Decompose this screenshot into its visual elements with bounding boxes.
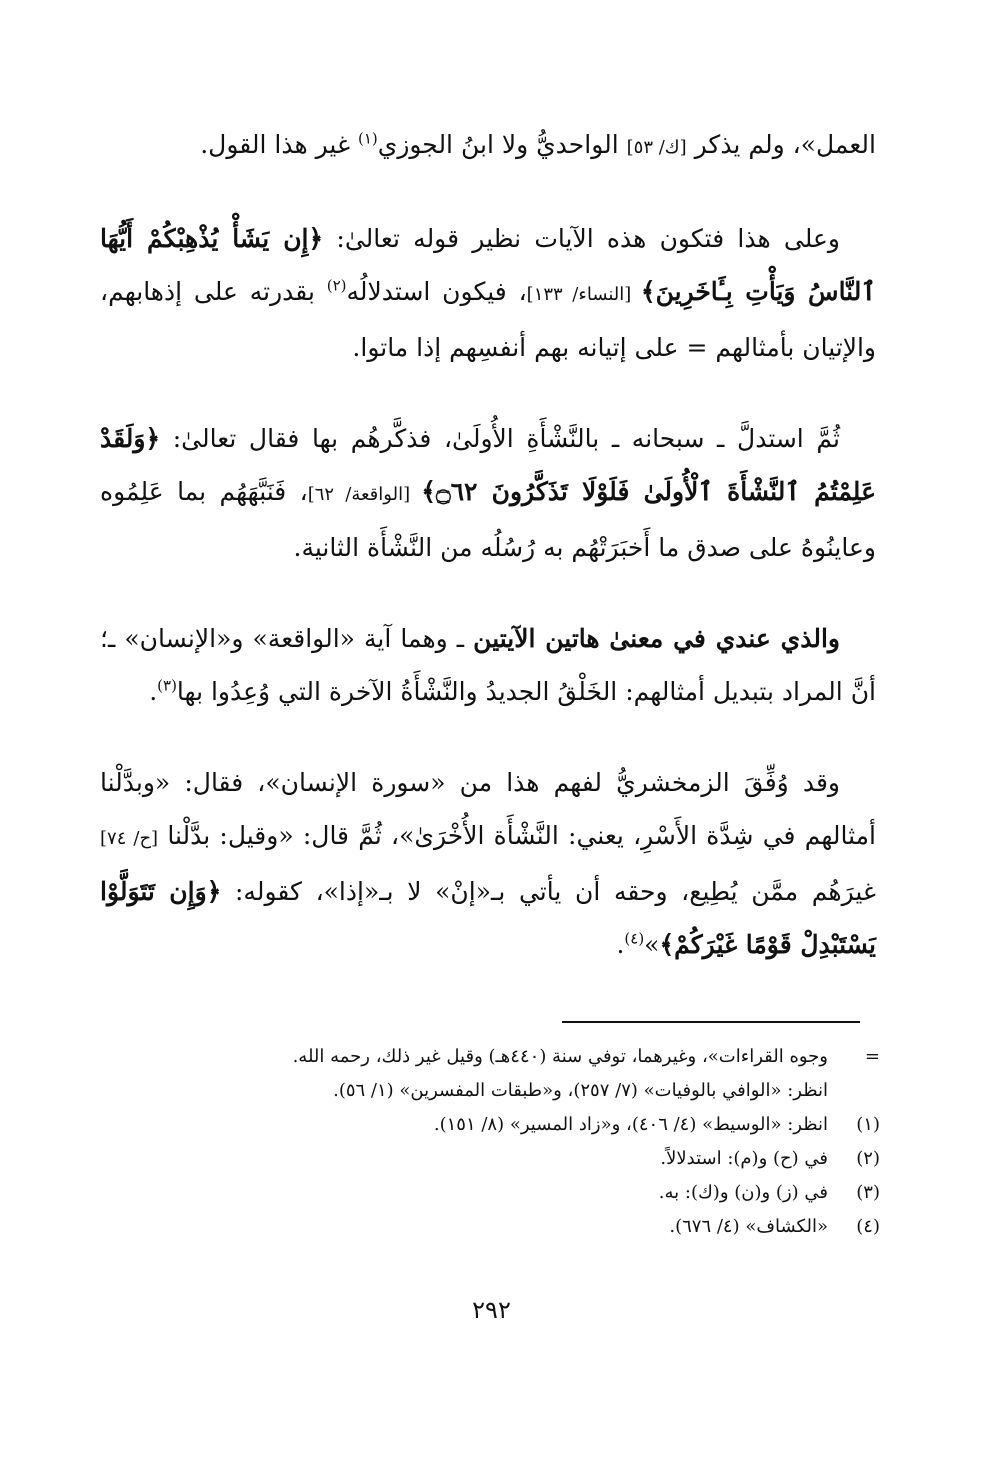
paragraph-2 xyxy=(100,212,876,374)
footnote-marker: (٤) xyxy=(624,929,645,948)
footnote-marker: (٣) xyxy=(157,676,177,695)
verse-reference: [النساء/ ١٣٣] xyxy=(526,284,641,305)
footnote-continuation xyxy=(110,1074,880,1108)
text-run: بقدرته على إذهابهم، والإتيان بأمثالهم = على إتيانه بهم أنفسِهم إذا ماتوا. xyxy=(100,277,876,362)
footnote-separator xyxy=(562,1021,860,1023)
footnote-text: في (ح) و(م): استدلالاً. xyxy=(660,1148,828,1169)
text-run: ـ وهما آية «الواقعة» و«الإنسان» ـ؛ أنَّ المراد بتبديل أمثالهم: الخَلْقُ الجديدُ والنَّشْأَةُ الآخرة التي وُعِدُوا بها xyxy=(100,624,876,706)
text-run: ، فيكون استدلالُه xyxy=(346,277,527,306)
text-run: الواحديُّ ولا ابنُ الجوزي xyxy=(377,130,627,159)
text-run: ، فَنَبَّهَهُم بما عَلِمُوه وعاينُوهُ على صدق ما أَخبَرَتْهُم به رُسُلُه من النَّشْأَة الثانية. xyxy=(100,477,876,562)
paragraph-5 xyxy=(100,756,876,971)
footnote-marker: (٢) xyxy=(326,276,347,295)
manuscript-reference: [ك/ ٥٣] xyxy=(626,137,687,158)
text-run: العمل»، ولم يذكر xyxy=(686,130,876,159)
text-run: ثُمَّ استدلَّ ـ سبحانه ـ بالنَّشْأَةِ الأُولَىٰ، فذكَّرهُم بها فقال تعالىٰ: xyxy=(160,424,840,453)
footnote-item xyxy=(110,1176,880,1210)
page-number: ٢٩٢ xyxy=(472,1296,511,1324)
text-run: . xyxy=(616,930,625,959)
text-run: غيرَهُم ممَّن يُطِيع، وحقه أن يأتي بـ«إنْ» لا بـ«إذا»، كقوله: xyxy=(221,877,876,906)
footnote-number: (١) xyxy=(856,1114,880,1135)
bold-phrase: والذي عندي في معنىٰ هاتين الآيتين xyxy=(473,624,840,653)
main-text xyxy=(100,118,876,1009)
verse-reference: [الواقعة/ ٦٢] xyxy=(307,484,422,505)
quran-verse: ﴿إِن يَشَأْ يُذْهِبْكُمْ أَيُّهَا ٱلنَّاسُ وَيَأْتِ بِـَٔاخَرِينَ﴾ xyxy=(100,224,876,306)
text-run: وقد وُفِّقَ الزمخشريُّ لفهم هذا من «سورة الإنسان»، فقال: «وبدَّلْنا أمثالهم في شِدَّة الأَسْرِ، يعني: النَّشْأَة الأُخْرَىٰ»، ثُمَّ قال: «وقيل: بدَّلْنا xyxy=(100,768,876,850)
paragraph-1 xyxy=(100,118,876,174)
footnote-text: «الكشاف» (٤/ ٦٧٦). xyxy=(669,1216,828,1237)
footnote-text: وجوه القراءات»، وغيرهما، توفي سنة (٤٤٠هـ) وقيل غير ذلك، رحمه الله. xyxy=(292,1046,828,1067)
text-run: غير هذا القول. xyxy=(200,130,358,159)
footnotes xyxy=(110,1040,880,1244)
quran-verse: ﴿وَلَقَدْ عَلِمْتُمُ ٱلنَّشْأَةَ ٱلْأُولَىٰ فَلَوْلَا تَذَكَّرُونَ ۝٦٢﴾ xyxy=(100,424,876,506)
footnote-continuation xyxy=(110,1040,880,1074)
footnote-text: في (ز) و(ن) و(ك): به. xyxy=(658,1182,828,1203)
footnote-text: انظر: «الوافي بالوفيات» (٧/ ٢٥٧)، و«طبقات المفسرين» (١/ ٥٦). xyxy=(333,1080,828,1101)
footnote-number: (٢) xyxy=(856,1148,880,1169)
text-run: . xyxy=(149,677,158,706)
footnote-text: انظر: «الوسيط» (٤/ ٤٠٦)، و«زاد المسير» (٨/ ١٥١). xyxy=(433,1114,828,1135)
footnote-marker: (١) xyxy=(357,129,378,148)
footnote-number: (٣) xyxy=(856,1182,880,1203)
continuation-mark: = xyxy=(864,1046,880,1067)
footnote-item xyxy=(110,1108,880,1142)
paragraph-4 xyxy=(100,612,876,718)
text-run: وعلى هذا فتكون هذه الآيات نظير قوله تعالىٰ: xyxy=(323,224,840,253)
footnote-item xyxy=(110,1142,880,1176)
quran-verse: ﴿وَإِن تَتَوَلَّوْا يَسْتَبْدِلْ قَوْمًا غَيْرَكُمْ﴾ xyxy=(100,877,876,959)
manuscript-reference: [ح/ ٧٤] xyxy=(100,828,159,849)
paragraph-3 xyxy=(100,412,876,574)
text-run: » xyxy=(644,930,660,959)
footnote-number: (٤) xyxy=(856,1216,880,1237)
footnote-item xyxy=(110,1210,880,1244)
